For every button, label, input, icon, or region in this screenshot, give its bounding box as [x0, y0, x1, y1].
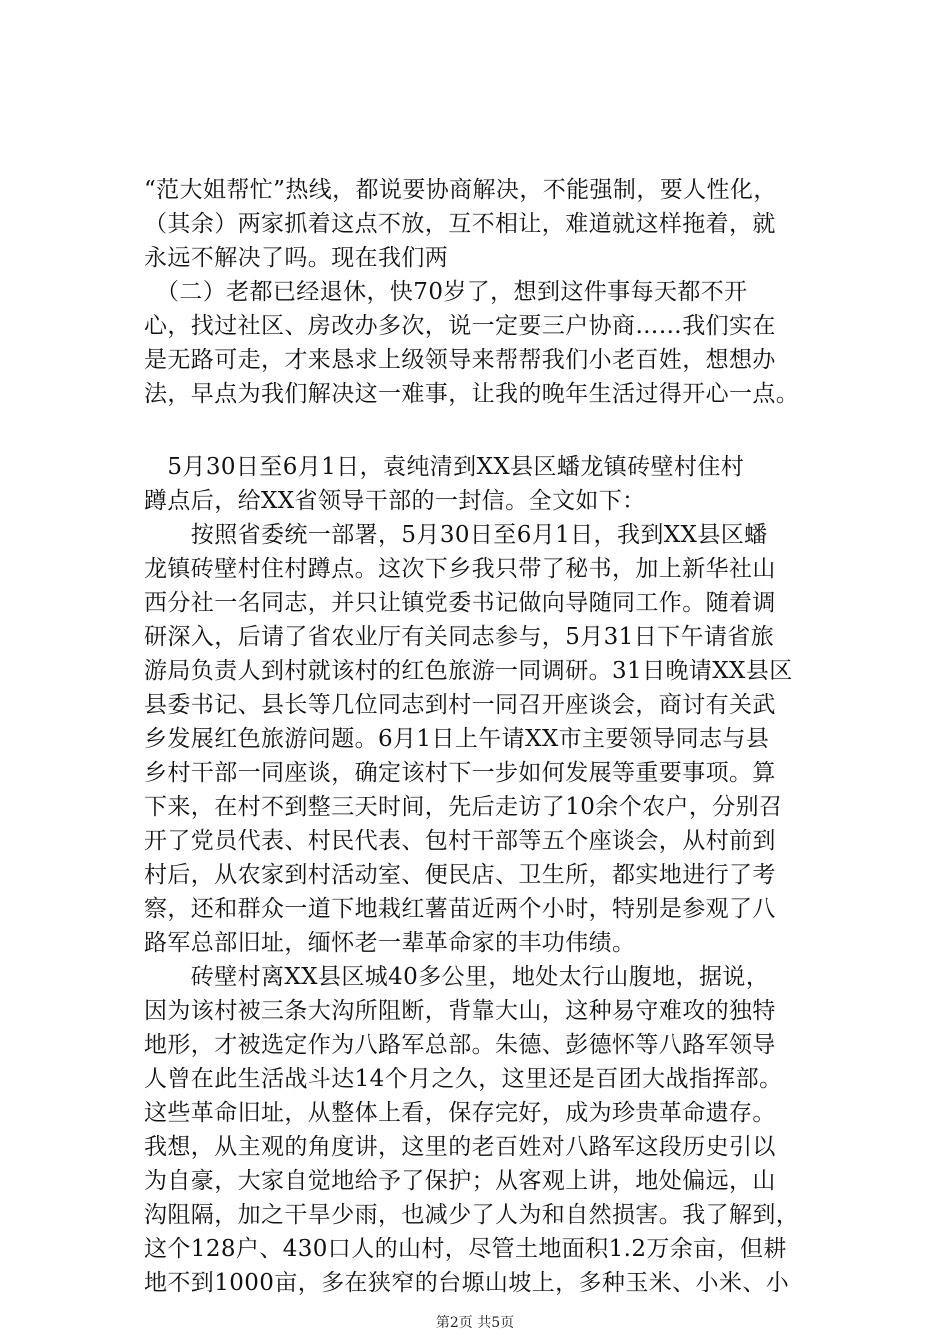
- page-footer: 第2页 共5页: [435, 1315, 515, 1331]
- text-line: 砖壁村离XX县区城40多公里，地处太行山腹地，据说，: [144, 964, 770, 990]
- text-line: 按照省委统一部署，5月30日至6月1日，我到XX县区蟠: [144, 522, 768, 548]
- text-line: 地不到1000亩，多在狭窄的台塬山坡上，多种玉米、小米、小: [144, 1270, 790, 1296]
- text-line: 察，还和群众一道下地栽红薯苗近两个小时，特别是参观了八: [144, 896, 776, 922]
- text-line: 西分社一名同志，并只让镇党委书记做向导随同工作。随着调: [144, 590, 776, 616]
- text-line: 沟阻隔，加之干旱少雨，也减少了人为和自然损害。我了解到，: [144, 1202, 800, 1228]
- text-line: 永远不解决了吗。现在我们两: [144, 245, 449, 271]
- text-line: 开了党员代表、村民代表、包村干部等五个座谈会，从村前到: [144, 828, 776, 854]
- text-line: 人曾在此生活战斗达14个月之久，这里还是百团大战指挥部。: [144, 1066, 783, 1092]
- text-line: 村后，从农家到村活动室、便民店、卫生所，都实地进行了考: [144, 862, 776, 888]
- text-line: 法，早点为我们解决这一难事，让我的晚年生活过得开心一点。: [144, 381, 800, 407]
- text-line: “范大姐帮忙”热线，都说要协商解决，不能强制，要人性化，: [144, 177, 777, 203]
- text-line: 5月30日至6月1日，袁纯清到XX县区蟠龙镇砖壁村住村: [144, 454, 745, 480]
- text-line: 研深入，后请了省农业厅有关同志参与，5月31日下午请省旅: [144, 624, 775, 650]
- text-line: 心，找过社区、房改办多次，说一定要三户协商……我们实在: [144, 313, 776, 339]
- text-line: 下来，在村不到整三天时间，先后走访了10余个农户，分别召: [144, 794, 783, 820]
- text-line: （其余）两家抓着这点不放，互不相让，难道就这样拖着，就: [144, 211, 776, 237]
- text-line: 蹲点后，给XX省领导干部的一封信。全文如下：: [144, 488, 646, 514]
- text-line: 为自豪，大家自觉地给予了保护；从客观上讲，地处偏远，山: [144, 1168, 776, 1194]
- text-line: （二）老都已经退休，快70岁了，想到这件事每天都不开: [144, 279, 748, 305]
- text-line: 游局负责人到村就该村的红色旅游一同调研。31日晚请XX县区: [144, 658, 793, 684]
- text-line: 地形，才被选定作为八路军总部。朱德、彭德怀等八路军领导: [144, 1032, 776, 1058]
- text-line: 这些革命旧址，从整体上看，保存完好，成为珍贵革命遗存。: [144, 1100, 776, 1126]
- text-line: 因为该村被三条大沟所阻断，背靠大山，这种易守难攻的独特: [144, 998, 776, 1024]
- text-line: 我想，从主观的角度讲，这里的老百姓对八路军这段历史引以: [144, 1134, 776, 1160]
- text-line: 乡村干部一同座谈，确定该村下一步如何发展等重要事项。算: [144, 760, 776, 786]
- text-line: 这个128户、430口人的山村，尽管土地面积1.2万余亩，但耕: [144, 1236, 787, 1262]
- text-line: 县委书记、县长等几位同志到村一同召开座谈会，商讨有关武: [144, 692, 776, 718]
- text-line: 龙镇砖壁村住村蹲点。这次下乡我只带了秘书，加上新华社山: [144, 556, 776, 582]
- text-line: 路军总部旧址，缅怀老一辈革命家的丰功伟绩。: [144, 930, 636, 956]
- text-line: 乡发展红色旅游问题。6月1日上午请XX市主要领导同志与县: [144, 726, 770, 752]
- text-line: 是无路可走，才来恳求上级领导来帮帮我们小老百姓，想想办: [144, 347, 776, 373]
